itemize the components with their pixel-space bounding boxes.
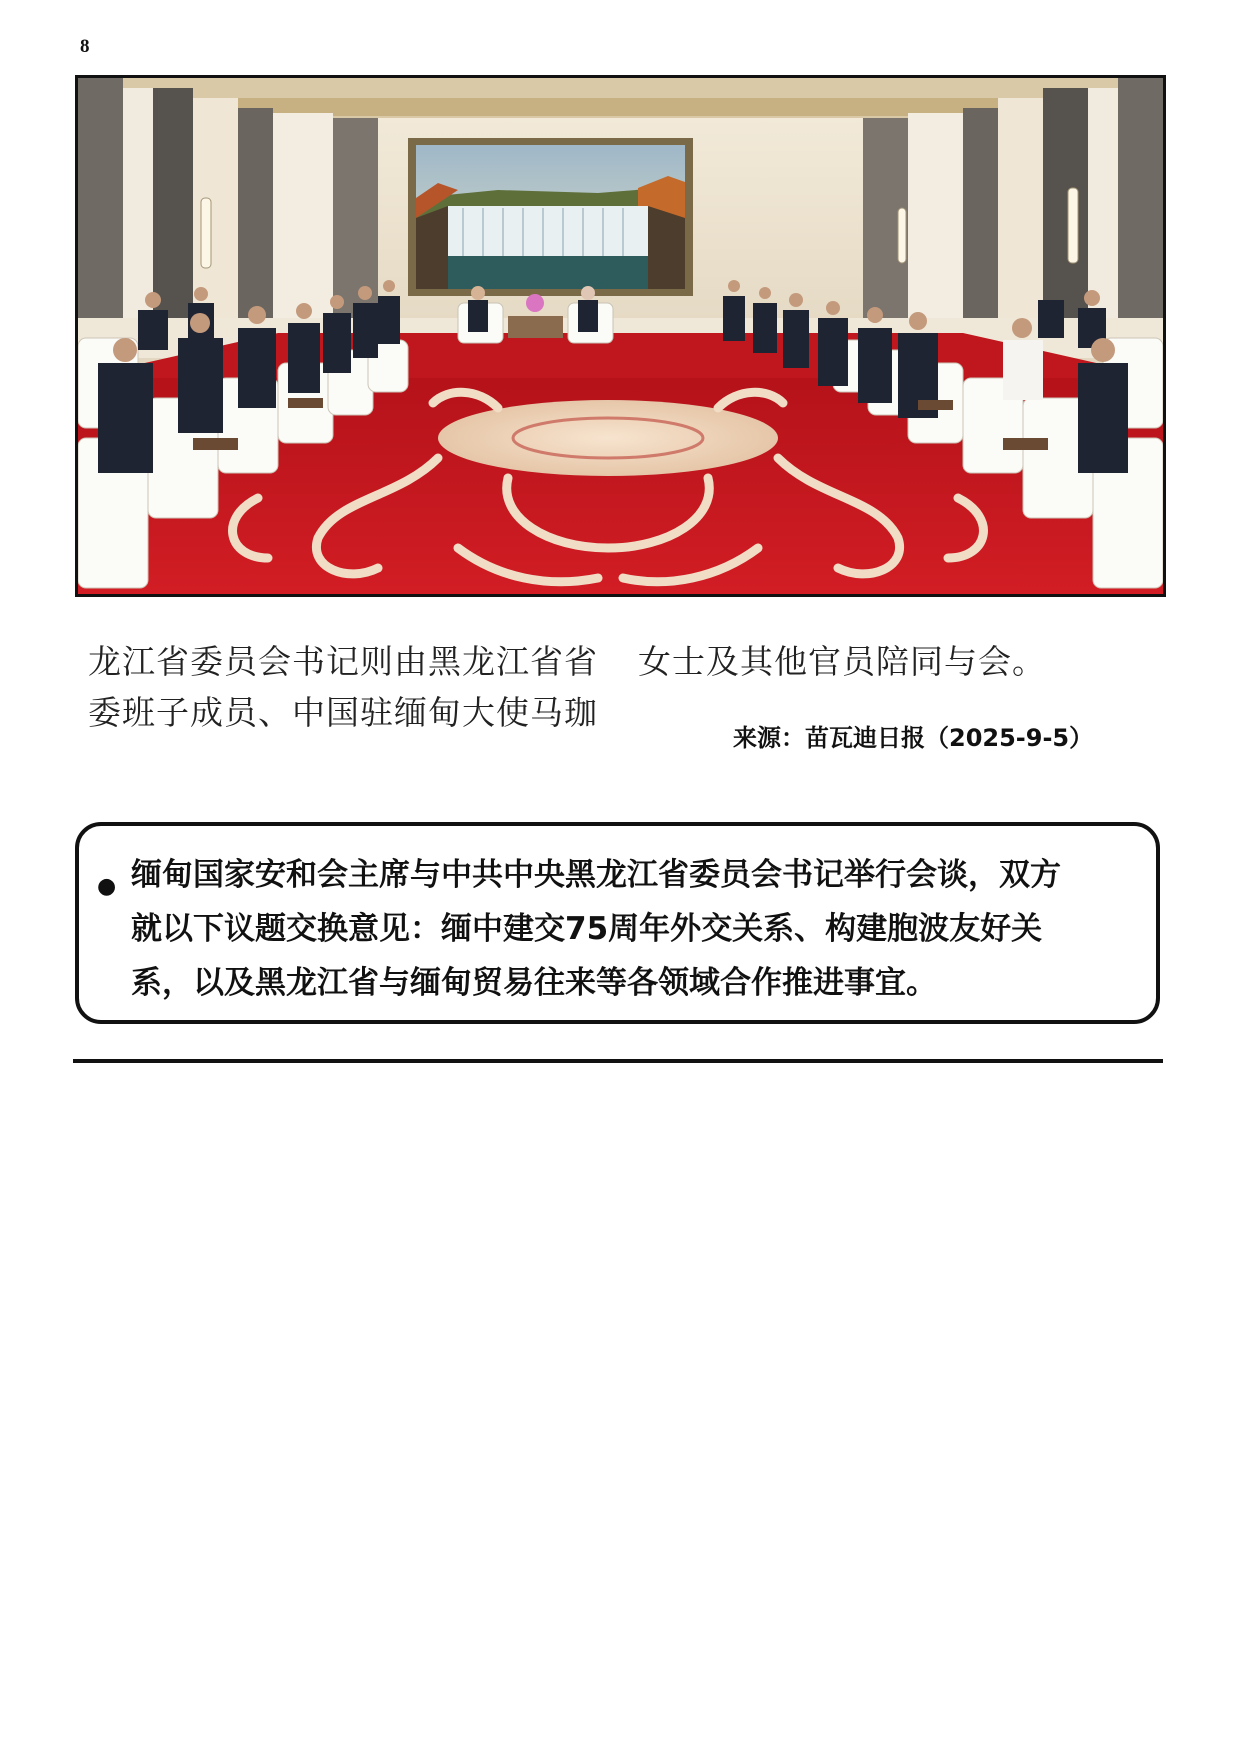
article-right-column: [638, 636, 1158, 687]
page-number: 8: [80, 36, 90, 57]
article-line: 龙江省委员会书记则由黑龙江省省: [88, 642, 598, 681]
article-source: 来源：苗瓦迪日报（2025-9-5）: [733, 724, 1094, 752]
summary-text: [131, 848, 1141, 1010]
article-line: 女士及其他官员陪同与会。: [638, 642, 1046, 681]
horizontal-divider: [73, 1059, 1163, 1063]
article-left-column: [88, 636, 608, 738]
summary-box: [75, 822, 1160, 1024]
article-line: 委班子成员、中国驻缅甸大使马珈: [88, 693, 598, 732]
summary-line: 系，以及黑龙江省与缅甸贸易往来等各领域合作推进事宜。: [131, 965, 937, 1001]
summary-line: 就以下议题交换意见：缅中建交75周年外交关系、构建胞波友好关: [131, 911, 1043, 947]
meeting-photo: [75, 75, 1166, 597]
summary-line: 缅甸国家安和会主席与中共中央黑龙江省委员会书记举行会谈，双方: [131, 857, 1061, 893]
bullet-icon: ●: [97, 874, 117, 899]
